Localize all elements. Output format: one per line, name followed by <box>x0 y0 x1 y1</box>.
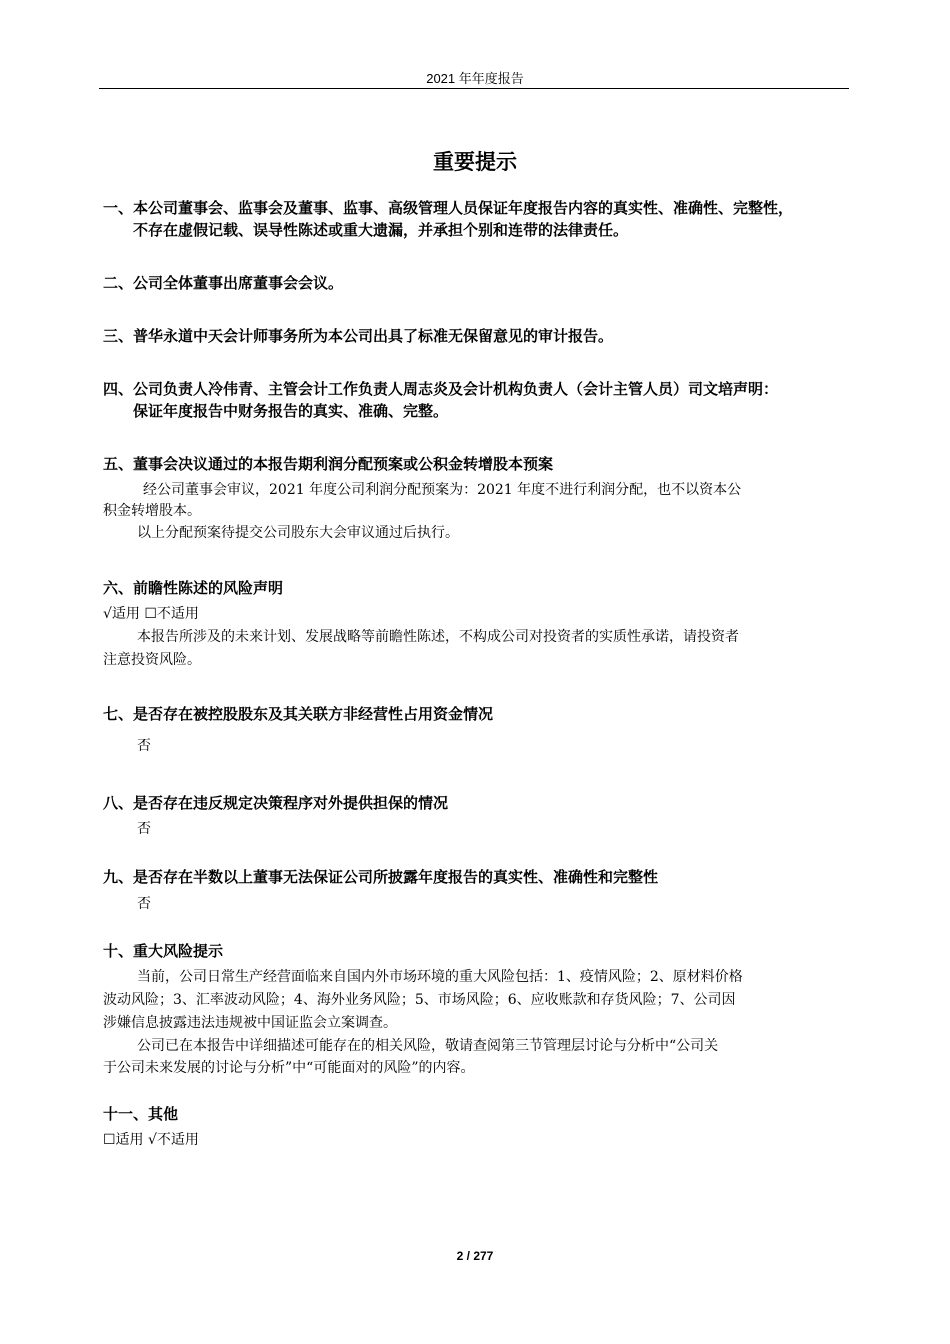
section-1-heading-continued: 不存在虚假记载、误导性陈述或重大遗漏，并承担个别和连带的法律责任。 <box>133 221 629 239</box>
section-9-answer: 否 <box>137 896 151 912</box>
section-6-heading: 六、前瞻性陈述的风险声明 <box>103 579 284 597</box>
section-11-applicability: ☐适用 √不适用 <box>103 1132 199 1148</box>
header-rule <box>99 88 849 89</box>
section-10-paragraph-2-line-2: 于公司未来发展的讨论与分析”中“可能面对的风险”的内容。 <box>103 1060 475 1076</box>
section-5-paragraph-1-line-1: 经公司董事会审议，2021 年度公司利润分配预案为：2021 年度不进行利润分配，也不以资本公 <box>143 482 742 498</box>
section-10-paragraph-1-line-1: 当前，公司日常生产经营面临来自国内外市场环境的重大风险包括：1、疫情风险；2、原材料价格 <box>137 969 743 985</box>
running-header: 2021 年年度报告 <box>426 71 524 86</box>
section-6-applicability: √适用 ☐不适用 <box>103 606 199 622</box>
section-10-heading: 十、重大风险提示 <box>103 942 224 960</box>
section-4-heading: 四、公司负责人冷伟青、主管会计工作负责人周志炎及会计机构负责人（会计主管人员）司文培声明： <box>103 380 779 398</box>
section-10-paragraph-1-line-3: 涉嫌信息披露违法违规被中国证监会立案调查。 <box>103 1015 397 1031</box>
section-6-paragraph-line-2: 注意投资风险。 <box>103 652 201 668</box>
page-number: 2 / 277 <box>456 1249 494 1263</box>
section-9-heading: 九、是否存在半数以上董事无法保证公司所披露年度报告的真实性、准确性和完整性 <box>103 868 659 886</box>
section-6-paragraph-line-1: 本报告所涉及的未来计划、发展战略等前瞻性陈述，不构成公司对投资者的实质性承诺，请投资者 <box>137 629 739 645</box>
section-8-heading: 八、是否存在违反规定决策程序对外提供担保的情况 <box>103 794 449 812</box>
section-8-answer: 否 <box>137 821 151 837</box>
section-3-heading: 三、普华永道中天会计师事务所为本公司出具了标准无保留意见的审计报告。 <box>103 327 614 345</box>
section-5-paragraph-2: 以上分配预案待提交公司股东大会审议通过后执行。 <box>137 525 459 541</box>
section-10-paragraph-1-line-2: 波动风险；3、汇率波动风险；4、海外业务风险；5、市场风险；6、应收账款和存货风险；7、公司因 <box>103 992 736 1008</box>
section-7-heading: 七、是否存在被控股股东及其关联方非经营性占用资金情况 <box>103 705 494 723</box>
section-2-heading: 二、公司全体董事出席董事会会议。 <box>103 274 344 292</box>
section-7-answer: 否 <box>137 738 151 754</box>
section-11-heading: 十一、其他 <box>103 1105 179 1123</box>
page-title: 重要提示 <box>433 150 517 174</box>
section-1-heading: 一、本公司董事会、监事会及董事、监事、高级管理人员保证年度报告内容的真实性、准确性、完整性， <box>103 199 794 217</box>
section-5-heading: 五、董事会决议通过的本报告期利润分配预案或公积金转增股本预案 <box>103 455 554 473</box>
section-5-paragraph-1-line-2: 积金转增股本。 <box>103 503 201 519</box>
section-10-paragraph-2-line-1: 公司已在本报告中详细描述可能存在的相关风险，敬请查阅第三节管理层讨论与分析中“公司关 <box>137 1038 719 1054</box>
section-4-heading-continued: 保证年度报告中财务报告的真实、准确、完整。 <box>133 402 449 420</box>
